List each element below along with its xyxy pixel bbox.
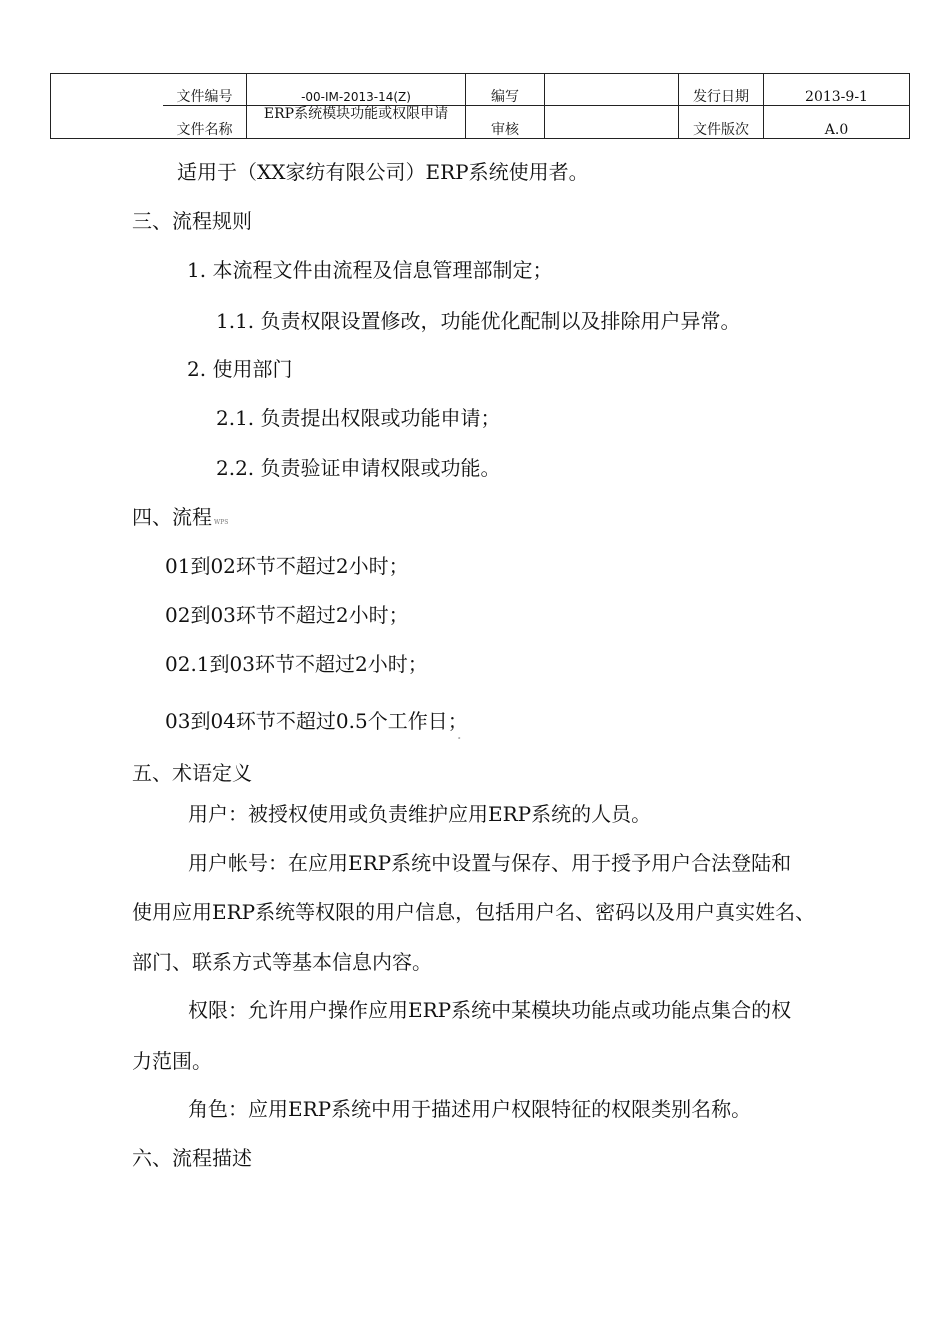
section-4-line-1: 01到02环节不超过2小时； bbox=[165, 554, 409, 578]
term-account-line-1: 用户帐号：在应用ERP系统中设置与保存、用于授予用户合法登陆和 bbox=[188, 851, 792, 875]
doc-no-label: 文件编号 bbox=[163, 74, 247, 106]
term-user: 用户：被授权使用或负责维护应用ERP系统的人员。 bbox=[188, 802, 652, 826]
section-4-line-3: 02.1到03环节不超过2小时； bbox=[165, 652, 428, 676]
term-permission-line-2: 力范围。 bbox=[132, 1049, 212, 1073]
term-account-line-3: 部门、联系方式等基本信息内容。 bbox=[132, 950, 432, 974]
doc-name-value: ERP系统模块功能或权限申请 bbox=[247, 105, 466, 138]
section-6-title: 六、流程描述 bbox=[132, 1146, 252, 1170]
section-3-item-2-1: 2.1. 负责提出权限或功能申请； bbox=[216, 406, 501, 430]
version-label: 文件版次 bbox=[679, 105, 764, 138]
section-5-title: 五、术语定义 bbox=[132, 761, 252, 785]
doc-no-value: -00-IM-2013-14(Z) bbox=[247, 74, 466, 106]
section-3-item-1: 1. 本流程文件由流程及信息管理部制定； bbox=[187, 258, 553, 282]
author-label: 编写 bbox=[466, 74, 545, 106]
document-header-table bbox=[50, 73, 910, 139]
section-3-title: 三、流程规则 bbox=[132, 209, 252, 233]
section-3-item-1-1: 1.1. 负责权限设置修改，功能优化配制以及排除用户异常。 bbox=[216, 309, 741, 333]
section-4-line-4-text: 03到04环节不超过0.5个工作日； bbox=[165, 709, 468, 733]
version-value: A.0 bbox=[764, 105, 910, 138]
author-value bbox=[545, 74, 679, 106]
section-4-mark: WPS bbox=[214, 519, 229, 526]
section-4-line-4-mark: ° bbox=[457, 737, 461, 744]
header-row-1 bbox=[51, 74, 910, 106]
section-3-item-2-2: 2.2. 负责验证申请权限或功能。 bbox=[216, 456, 501, 480]
scope-line: 适用于（XX家纺有限公司）ERP系统使用者。 bbox=[177, 160, 589, 184]
review-label: 审核 bbox=[466, 105, 545, 138]
term-role: 角色：应用ERP系统中用于描述用户权限特征的权限类别名称。 bbox=[188, 1097, 752, 1121]
section-4-title-text: 四、流程 bbox=[132, 505, 212, 529]
section-4-line-2: 02到03环节不超过2小时； bbox=[165, 603, 409, 627]
header-row-2 bbox=[51, 105, 910, 138]
doc-name-label: 文件名称 bbox=[163, 105, 247, 138]
review-value bbox=[545, 105, 679, 138]
issue-date-value: 2013-9-1 bbox=[764, 74, 910, 106]
section-4-line-4 bbox=[165, 709, 471, 744]
term-account-line-2: 使用应用ERP系统等权限的用户信息，包括用户名、密码以及用户真实姓名、 bbox=[132, 900, 816, 924]
logo-cell bbox=[51, 74, 164, 139]
issue-date-label: 发行日期 bbox=[679, 74, 764, 106]
section-4-title bbox=[132, 505, 228, 535]
section-3-item-2: 2. 使用部门 bbox=[187, 357, 293, 381]
term-permission-line-1: 权限：允许用户操作应用ERP系统中某模块功能点或功能点集合的权 bbox=[188, 998, 792, 1022]
